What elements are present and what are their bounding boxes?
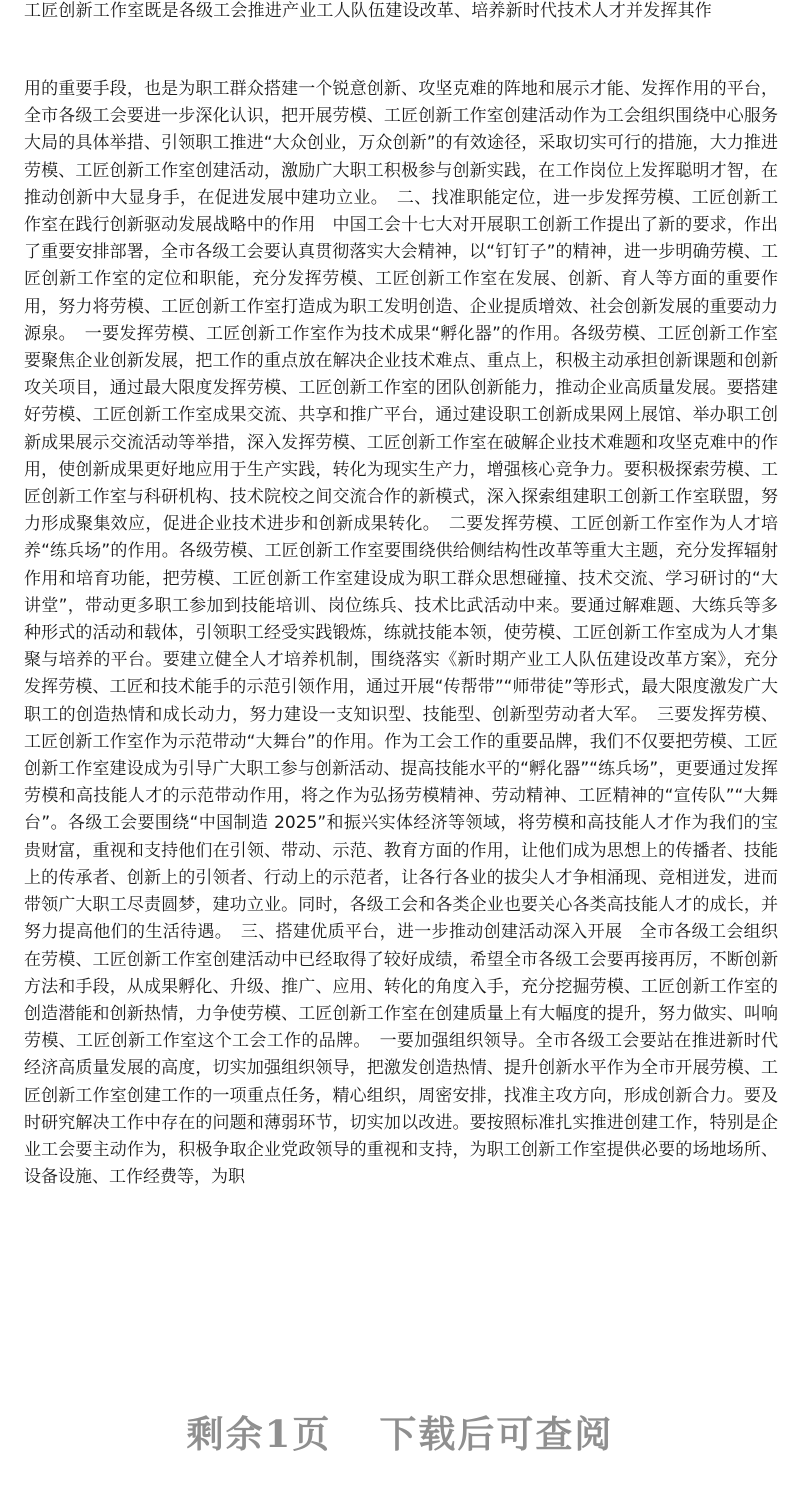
download-to-view-label[interactable]: 下载后可查阅 <box>379 1412 614 1456</box>
download-banner[interactable] <box>0 1406 800 1456</box>
document-body-text: 用的重要手段，也是为职工群众搭建一个锐意创新、攻坚克难的阵地和展示才能、发挥作用的平台，全市各级工会要进一步深化认识，把开展劳模、工匠创新工作室创建活动作为工会组织围绕中心服务大局的具体举措、引领职工推进“大众创业，万众创新”的有效途径，采取切实可行的措施，大力推进劳模、工匠创新工作室创建活动，激励广大职工积极参与创新实践，在工作岗位上发挥聪明才智，在推动创新中大显身手，在促进发展中建功立业。 二、找准职能定位，进一步发挥劳模、工匠创新工作室在践行创新驱动发展战略中的作用 中国工会十七大对开展职工创新工作提出了新的要求，作出了重要安排部署，全市各级工会要认真贯彻落实大会精神，以“钉钉子”的精神，进一步明确劳模、工匠创新工作室的定位和职能，充分发挥劳模、工匠创新工作室在发展、创新、育人等方面的重要作用，努力将劳模、工匠创新工作室打造成为职工发明创造、企业提质增效、社会创新发展的重要动力源泉。 一要发挥劳模、工匠创新工作室作为技术成果“孵化器”的作用。各级劳模、工匠创新工作室要聚焦企业创新发展，把工作的重点放在解决企业技术难点、重点上，积极主动承担创新课题和创新攻关项目，通过最大限度发挥劳模、工匠创新工作室的团队创新能力，推动企业高质量发展。要搭建好劳模、工匠创新工作室成果交流、共享和推广平台，通过建设职工创新成果网上展馆、举办职工创新成果展示交流活动等举措，深入发挥劳模、工匠创新工作室在破解企业技术难题和攻坚克难中的作用，使创新成果更好地应用于生产实践，转化为现实生产力，增强核心竞争力。要积极探索劳模、工匠创新工作室与科研机构、技术院校之间交流合作的新模式，深入探索组建职工创新工作室联盟，努力形成聚集效应，促进企业技术进步和创新成果转化。 二要发挥劳模、工匠创新工作室作为人才培养“练兵场”的作用。各级劳模、工匠创新工作室要围绕供给侧结构性改革等重大主题，充分发挥辐射作用和培育功能，把劳模、工匠创新工作室建设成为职工群众思想碰撞、技术交流、学习研讨的“大讲堂”，带动更多职工参加到技能培训、岗位练兵、技术比武活动中来。要通过解难题、大练兵等多种形式的活动和载体，引领职工经受实践锻炼，练就技能本领，使劳模、工匠创新工作室成为人才集聚与培养的平台。要建立健全人才培养机制，围绕落实《新时期产业工人队伍建设改革方案》，充分发挥劳模、工匠和技术能手的示范引领作用，通过开展“传帮带”“师带徒”等形式，最大限度激发广大职工的创造热情和成长动力，努力建设一支知识型、技能型、创新型劳动者大军。 三要发挥劳模、工匠创新工作室作为示范带动“大舞台”的作用。作为工会工作的重要品牌，我们不仅要把劳模、工匠创新工作室建设成为引导广大职工参与创新活动、提高技能水平的“孵化器”“练兵场”，更要通过发挥劳模和高技能人才的示范带动作用，将之作为弘扬劳模精神、劳动精神、工匠精神的“宣传队”“大舞台”。各级工会要围绕“中国制造 2025”和振兴实体经济等领域，将劳模和高技能人才作为我们的宝贵财富，重视和支持他们在引领、带动、示范、教育方面的作用，让他们成为思想上的传播者、技能上的传承者、创新上的引领者、行动上的示范者，让各行各业的拔尖人才争相涌现、竞相迸发，进而带领广大职工尽责圆梦，建功立业。同时，各级工会和各类企业也要关心各类高技能人才的成长，并努力提高他们的生活待遇。 三、搭建优质平台，进一步推动创建活动深入开展 全市各级工会组织在劳模、工匠创新工作室创建活动中已经取得了较好成绩，希望全市各级工会要再接再厉，不断创新方法和手段，从成果孵化、升级、推广、应用、转化的角度入手，充分挖掘劳模、工匠创新工作室的创造潜能和创新热情，力争使劳模、工匠创新工作室在创建质量上有大幅度的提升，努力做实、叫响劳模、工匠创新工作室这个工会工作的品牌。 一要加强组织领导。全市各级工会要站在推进新时代经济高质量发展的高度，切实加强组织领导，把激发创造热情、提升创新水平作为全市开展劳模、工匠创新工作室创建工作的一项重点任务，精心组织，周密安排，找准主攻方向，形成创新合力。要及时研究解决工作中存在的问题和薄弱环节，切实加以改进。要按照标准扎实推进创建工作，特别是企业工会要主动作为，积极争取企业党政领导的重视和支持，为职工创新工作室提供必要的场地场所、设备设施、工作经费等，为职 <box>24 79 778 1188</box>
document-top-line: 工匠创新工作室既是各级工会推进产业工人队伍建设改革、培养新时代技术人才并发挥其作 <box>24 1 712 21</box>
remaining-pages-label[interactable]: 剩余1页 <box>186 1412 332 1456</box>
